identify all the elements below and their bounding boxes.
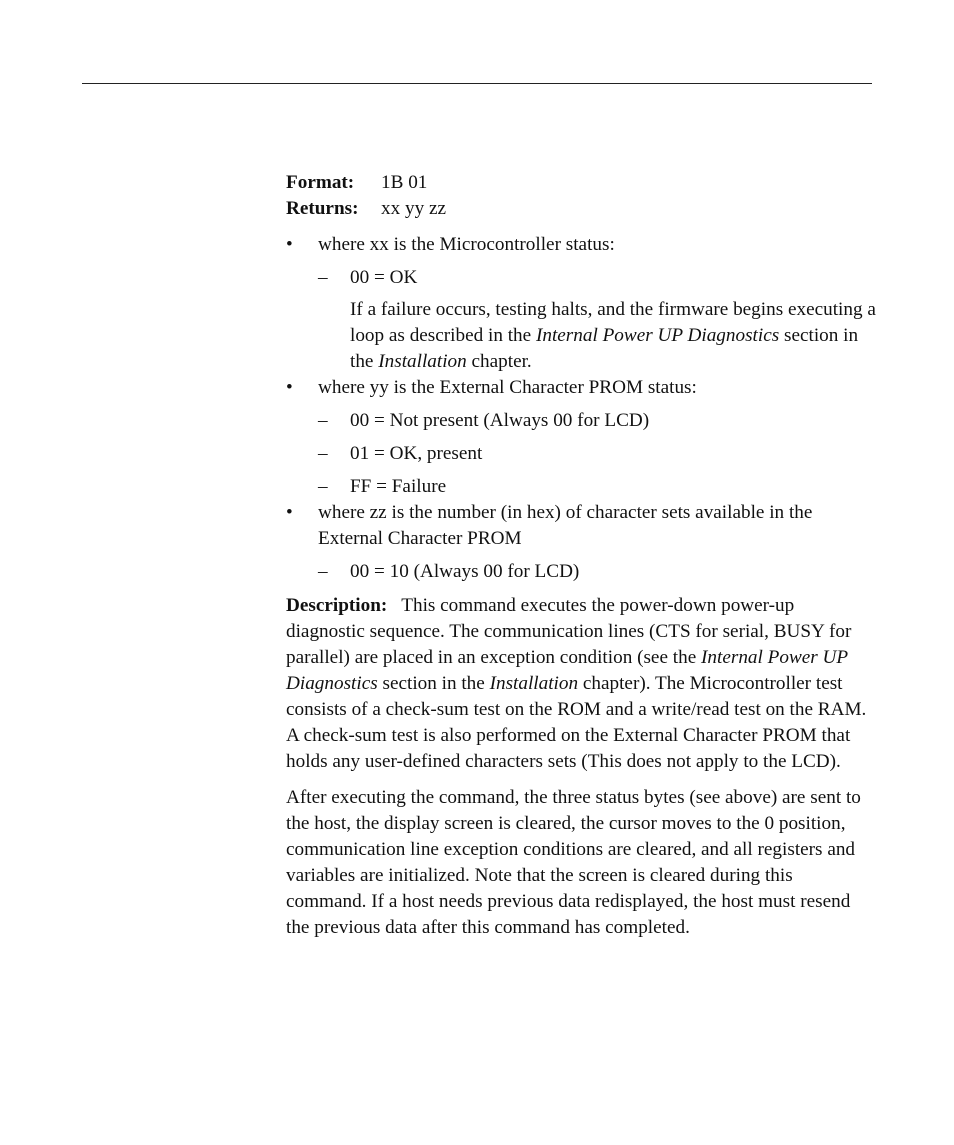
execution-paragraph: After executing the command, the three status bytes (see above) are sent to the host, the display screen is cleared, the cursor moves to the 0 position, communication line exception conditions are cleared, and all registers and variables are initialized. Note that the screen is cleared during this command. If a host needs previous data redisplayed, the host must resend the previous data after this command has completed. — [286, 787, 861, 938]
format-value: 1B 01 — [381, 172, 428, 193]
description-ref-chapter: Installation — [489, 673, 579, 694]
format-label: Format: — [286, 172, 355, 193]
command-section — [286, 170, 876, 941]
sub-item-text: FF = Failure — [350, 476, 447, 497]
description-text: This command executes the power-down power-up diagnostic sequence. The communication lines (CTS for serial, BUSY for parallel) are placed in an exception condition (see the — [286, 595, 852, 668]
bullet-icon: • — [286, 377, 293, 398]
returns-value: xx yy zz — [381, 198, 447, 219]
dash-icon: – — [318, 410, 328, 431]
bullet-text: where zz is the number (in hex) of character sets available in the External Character PROM — [318, 502, 813, 549]
sub-item-text: 00 = 10 (Always 00 for LCD) — [350, 561, 580, 582]
bullet-icon: • — [286, 234, 293, 255]
description-ref-section: Internal Power UP Diagnostics — [286, 647, 848, 694]
returns-row — [286, 196, 876, 222]
header-rule — [82, 83, 872, 84]
bullet-icon: • — [286, 502, 293, 523]
sub-item — [286, 408, 876, 434]
failure-note-text: If a failure occurs, testing halts, and the firmware begins executing a loop as described in the — [350, 299, 876, 346]
sub-item-text: 00 = Not present (Always 00 for LCD) — [350, 410, 650, 431]
description-text-3: chapter). The Microcontroller test consists of a check-sum test on the ROM and a write/read test on the RAM. A check-sum test is also performed on the External Character PROM that holds any user-defined characters sets (This does not apply to the LCD). — [286, 673, 867, 772]
failure-note-ref-chapter: Installation — [378, 351, 467, 372]
sub-item-text: 00 = OK — [350, 267, 418, 288]
bullet-text: where xx is the Microcontroller status: — [318, 234, 615, 255]
dash-icon: – — [318, 267, 328, 288]
failure-note-text-mid: section in the — [350, 325, 859, 372]
bullet-yy — [286, 375, 876, 401]
description-paragraph — [286, 593, 876, 775]
format-row — [286, 170, 876, 196]
bullet-text: where yy is the External Character PROM status: — [318, 377, 697, 398]
description-text-2: section in the — [377, 673, 490, 694]
dash-icon: – — [318, 443, 328, 464]
dash-icon: – — [318, 476, 328, 497]
sub-item — [286, 559, 876, 585]
failure-note-text-end: chapter. — [466, 351, 532, 372]
dash-icon: – — [318, 561, 328, 582]
returns-label: Returns: — [286, 198, 359, 219]
bullet-xx — [286, 232, 876, 258]
bullet-zz — [286, 500, 876, 552]
sub-item — [286, 441, 876, 467]
description-label: Description: — [286, 595, 388, 616]
sub-item-text: 01 = OK, present — [350, 443, 483, 464]
sub-item — [286, 474, 876, 500]
failure-note — [286, 297, 876, 375]
failure-note-ref-section: Internal Power UP Diagnostics — [535, 325, 780, 346]
sub-item — [286, 265, 876, 291]
